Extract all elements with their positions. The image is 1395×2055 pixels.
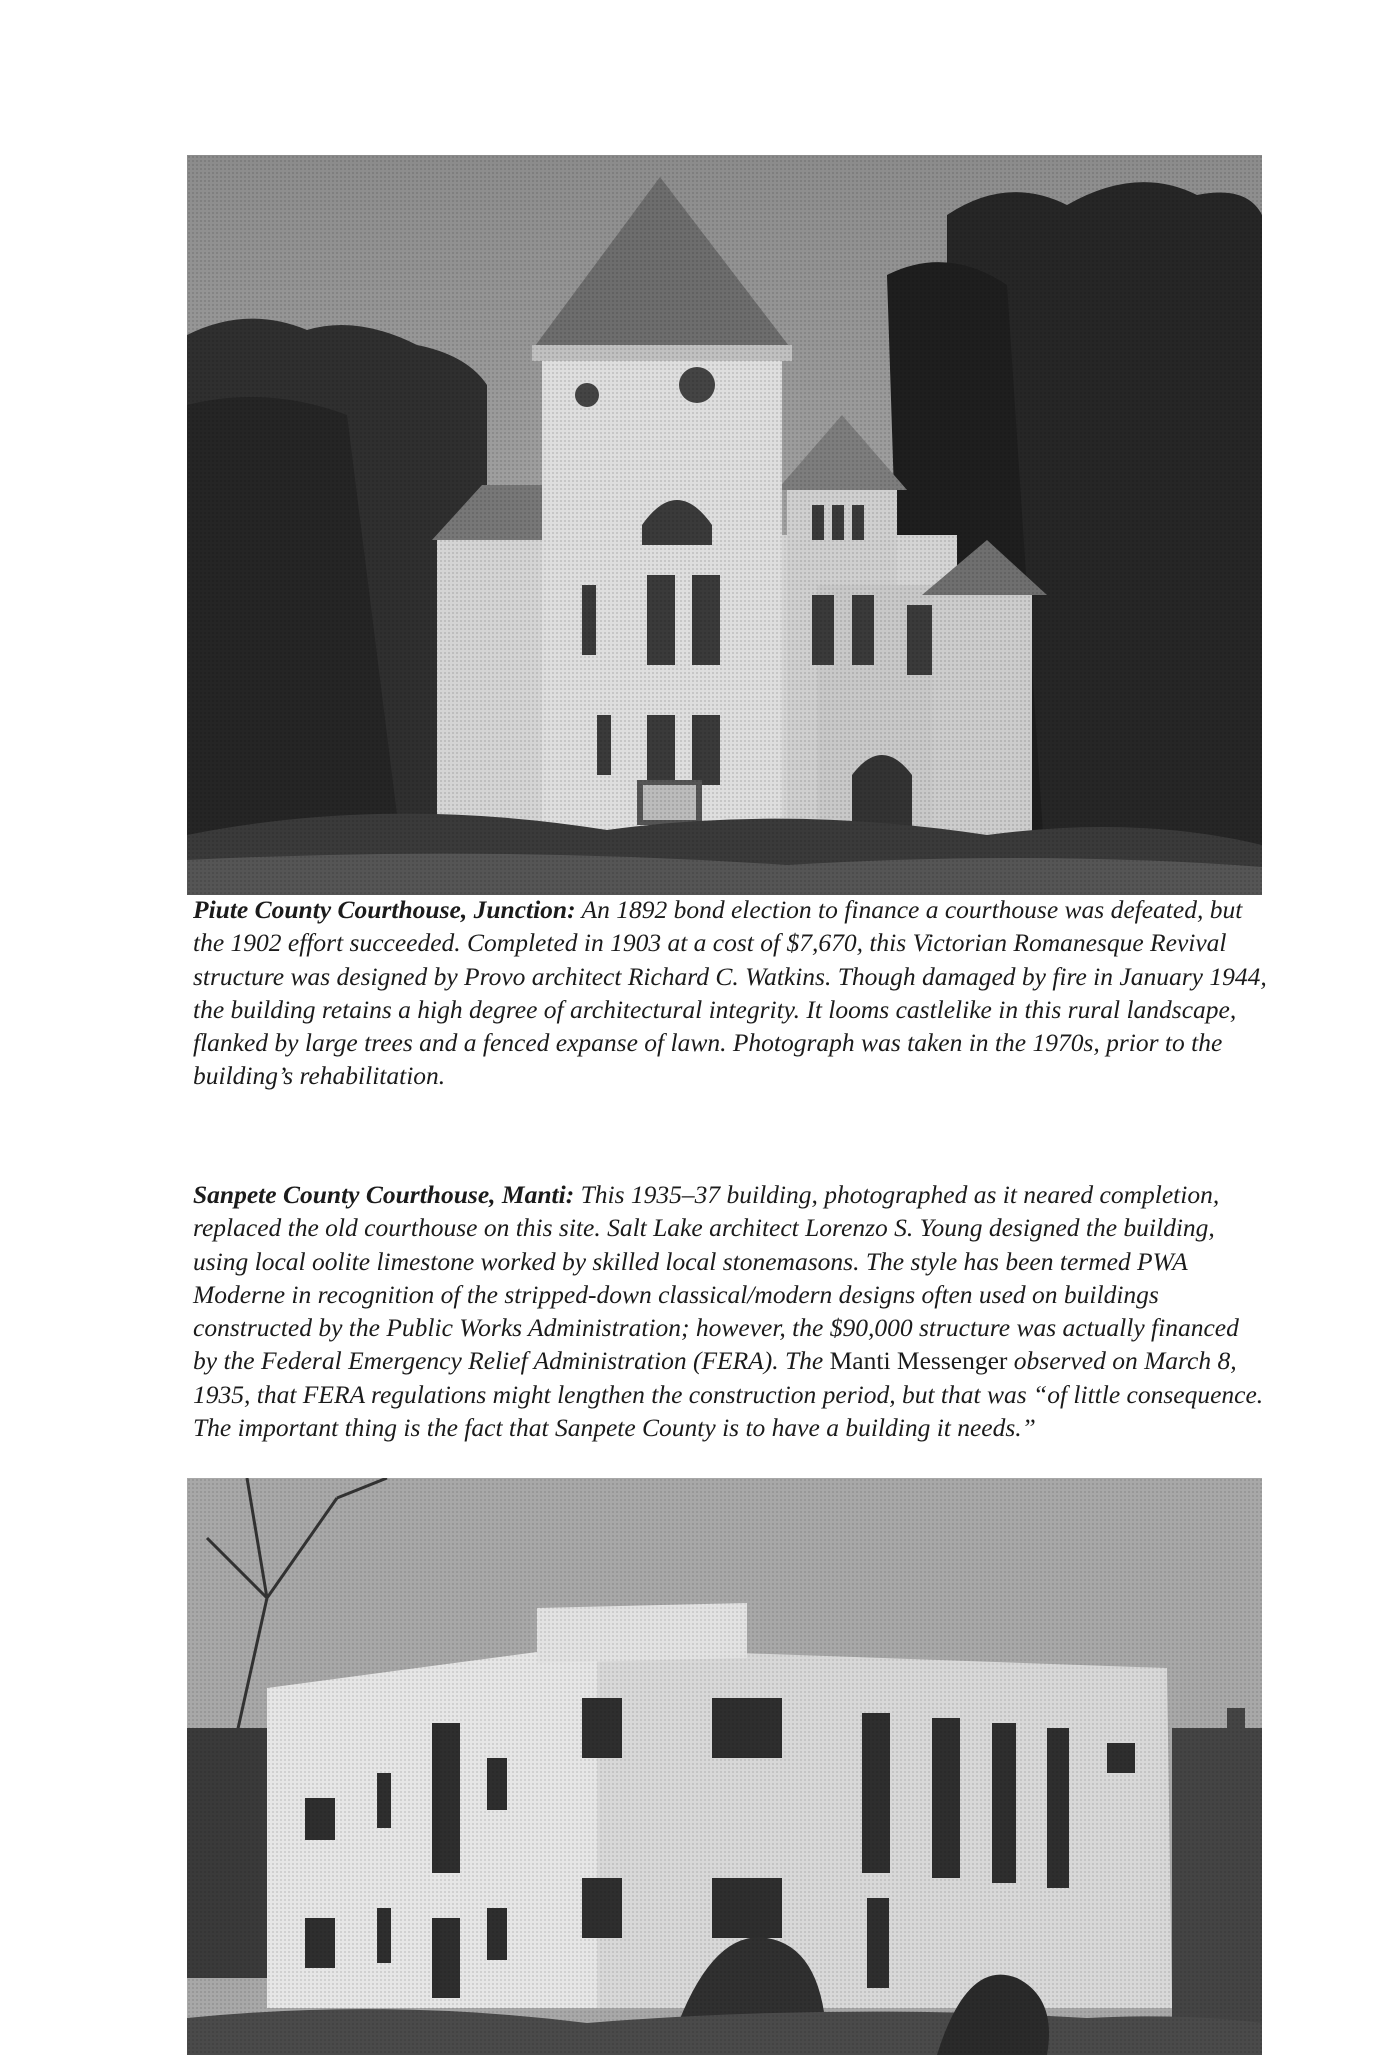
caption-lead-title: Piute County Courthouse, Junction: xyxy=(193,895,576,924)
piute-courthouse-caption xyxy=(193,893,1268,1093)
piute-courthouse-photo xyxy=(187,155,1262,895)
sanpete-courthouse-caption xyxy=(193,1178,1268,1444)
caption-body-part-2: observed on March 8, 1935, that FERA regulations might lengthen the construction period, but that was “of little consequence. The important thing is the fact that Sanpete County is to have a building it needs.” xyxy=(193,1346,1264,1443)
caption-lead-title: Sanpete County Courthouse, Manti: xyxy=(193,1180,575,1209)
newspaper-title: Manti Messenger xyxy=(829,1346,1008,1376)
sanpete-courthouse-photo xyxy=(187,1478,1262,2055)
piute-courthouse-image xyxy=(187,155,1262,895)
caption-body-part-1: This 1935–37 building, photographed as it neared completion, replaced the old courthouse on this site. Salt Lake architect Lorenzo S. Young designed the building, using local oolite limestone worked by skilled local stonemasons. The style has been termed PWA Moderne in recognition of the stripped-down classical/modern designs often used on buildings constructed by the Public Works Administration; however, the $90,000 structure was actually financed by the Federal Emergency Relief Administration (FERA). The xyxy=(193,1180,1239,1376)
caption-body: An 1892 bond election to finance a courthouse was defeated, but the 1902 effort succeeded. Completed in 1903 at a cost of $7,670, this Victorian Romanesque Revival structure was designed by Provo architect Richard C. Watkins. Though damaged by fire in January 1944, the building retains a high degree of architectural integrity. It looms castlelike in this rural landscape, flanked by large trees and a fenced expanse of lawn. Photograph was taken in the 1970s, prior to the building’s rehabilitation. xyxy=(193,895,1267,1091)
sanpete-courthouse-image xyxy=(187,1478,1262,2055)
